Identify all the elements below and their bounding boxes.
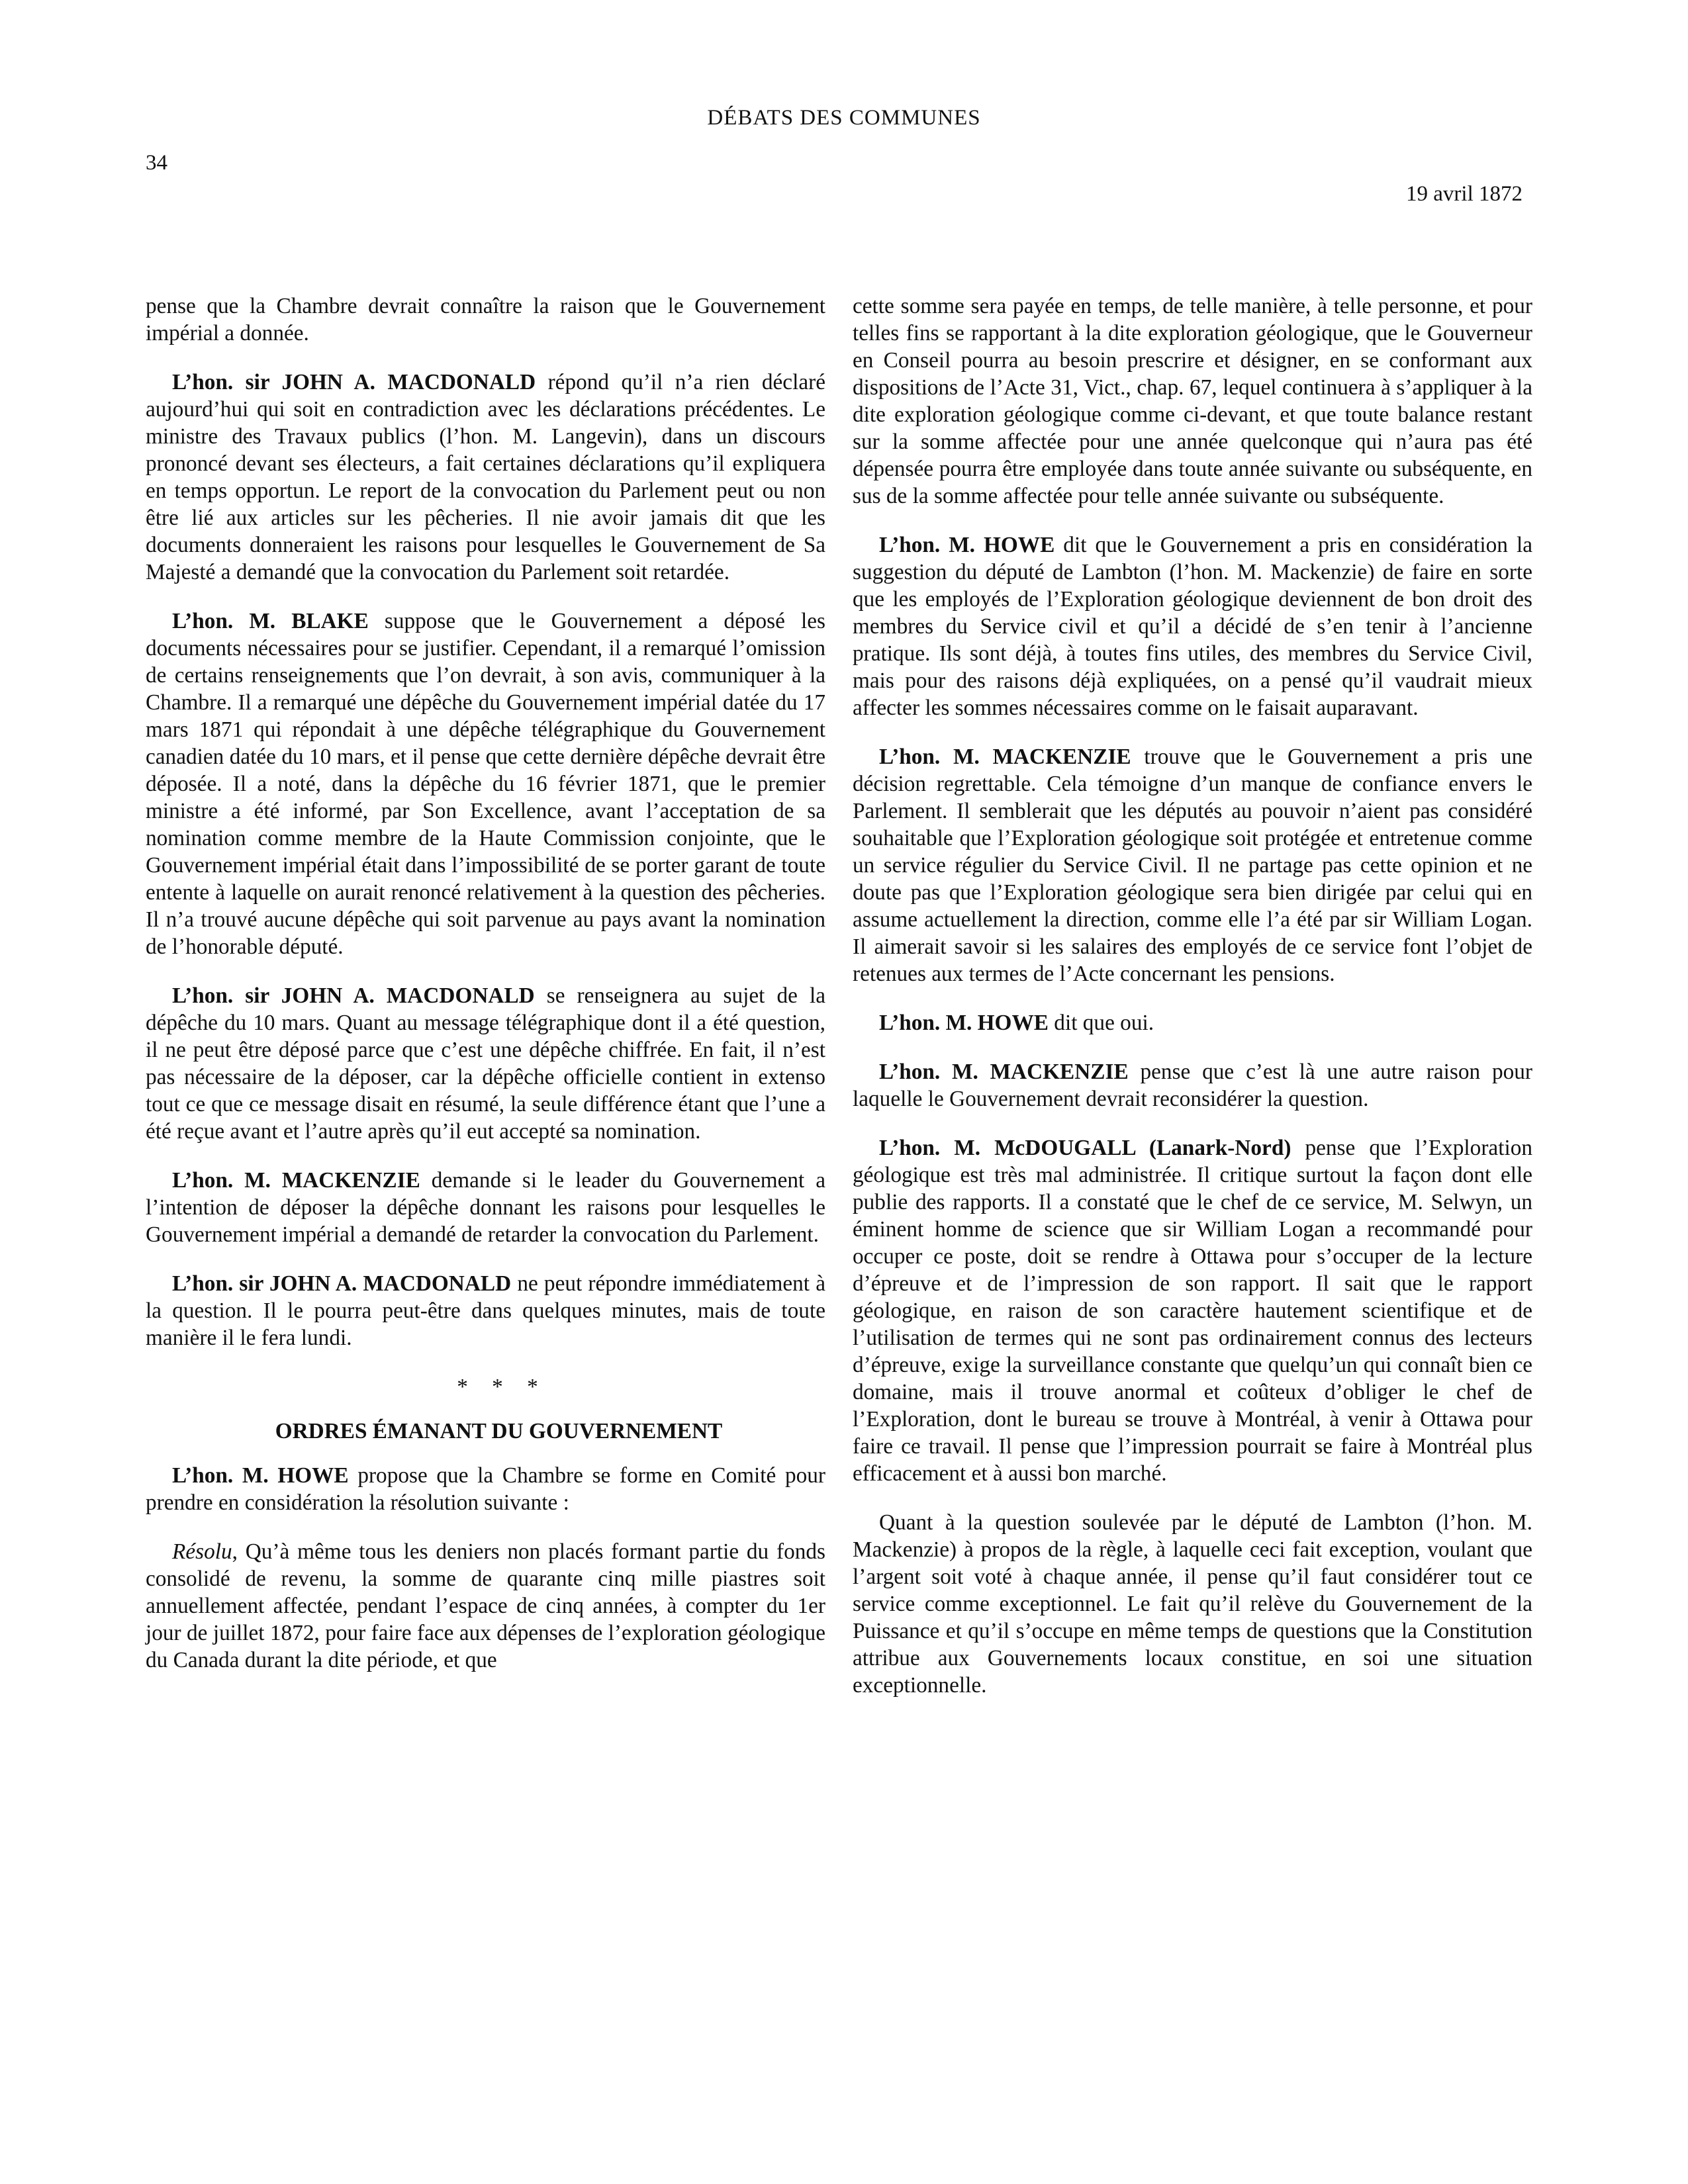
speaker-name: L’hon. M. HOWE bbox=[172, 1463, 349, 1488]
page-header-title: DÉBATS DES COMMUNES bbox=[707, 106, 981, 130]
speech-text: ne peut répondre immédiatement à la question. Il le pourra peut-être dans quelques minutes, mais de toute manière il le fera lundi. bbox=[146, 1271, 825, 1350]
speech-paragraph bbox=[146, 608, 825, 960]
speech-text: pense que l’Exploration géologique est très mal administrée. Il critique surtout la façon dont elle publie des rapports. Il a constaté que le chef de ce service, M. Selwyn, un éminent homme de science que sir William Logan a recommandé pour occuper ce poste, doit se rendre à Ottawa pour s’occuper de la lecture d’épreuve et de l’impression de son rapport. Il sait que le rapport géologique, en raison de son caractère hautement scientifique et de l’utilisation de termes qui ne sont pas ordinairement connus des lecteurs d’épreuve, exige la surveillance constante que quelqu’un qui connaît bien ce domaine, mais il trouve anormal et coûteux d’obliger le chef de l’Exploration, dont le bureau se trouve à Montréal, à venir à Ottawa pour faire ce travail. Il pense que l’impression pourrait se faire à Montréal plus efficacement et à aussi bon marché. bbox=[853, 1136, 1532, 1486]
speaker-name: L’hon. M. BLAKE bbox=[172, 609, 369, 633]
resolution-text: , Qu’à même tous les deniers non placés formant partie du fonds consolidé de revenu, la somme de quarante cinq mille piastres soit annuellement affectée, pendant l’espace de cinq années, à compter du 1er jour de juillet 1872, pour faire face aux dépenses de l’exploration géologique du Canada durant la dite période, et que bbox=[146, 1539, 825, 1672]
speech-text: dit que oui. bbox=[1048, 1011, 1154, 1035]
speech-text: trouve que le Gouvernement a pris une décision regrettable. Cela témoigne d’un manque de confiance envers le Parlement. Il semblerait que les députés au pouvoir n’aient pas considéré souhaitable que l’Exploration géologique soit protégée et entretenue comme un service régulier du Service Civil. Il ne partage pas cette opinion et ne doute pas que l’Exploration géologique sera bien dirigée par celui qui en assume actuellement la direction, comme elle l’a été par sir William Logan. Il aimerait savoir si les salaires des employés de ce service font l’objet de retenues aux termes de l’Acte concernant les pensions. bbox=[853, 745, 1532, 986]
speech-paragraph bbox=[146, 1462, 825, 1516]
page-number: 34 bbox=[146, 151, 167, 175]
speaker-name: L’hon. M. HOWE bbox=[879, 533, 1055, 557]
speaker-name: L’hon. M. MACKENZIE bbox=[879, 1060, 1129, 1084]
speech-text: demande si le leader du Gouvernement a l’intention de déposer la dépêche donnant les raisons pour lesquelles le Gouvernement impérial a demandé de retarder la convocation du Parlement. bbox=[146, 1168, 825, 1247]
resolution-label: Résolu bbox=[172, 1539, 232, 1564]
speech-paragraph bbox=[146, 982, 825, 1145]
speaker-name: L’hon. sir JOHN A. MACDONALD bbox=[172, 1271, 512, 1296]
speech-paragraph bbox=[146, 1167, 825, 1248]
paragraph: pense que la Chambre devrait connaître la raison que le Gouvernement impérial a donnée. bbox=[146, 294, 825, 345]
speech-text: se renseignera au sujet de la dépêche du 10 mars. Quant au message télégraphique dont il a été question, il ne peut être déposé parce que c’est une dépêche chiffrée. En fait, il n’est pas nécessaire de la déposer, car la dépêche officielle contient in extenso tout ce que ce message disait en résumé, la seule différence étant que l’une a été reçue avant et l’autre après qu’il eut accepté sa nomination. bbox=[146, 983, 825, 1144]
speech-paragraph bbox=[853, 531, 1532, 721]
speech-text: dit que le Gouvernement a pris en considération la suggestion du député de Lambton (l’hon. M. Mackenzie) de faire en sorte que les employés de l’Exploration géologique deviennent de bon droit des membres du Service civil et qu’il a décidé de s’en tenir à l’ancienne pratique. Ils sont déjà, à toutes fins utiles, des membres du Service Civil, mais pour des raisons déjà expliquées, on a pensé qu’il vaudrait mieux affecter les sommes nécessaires comme on le faisait auparavant. bbox=[853, 533, 1532, 720]
paragraph: Quant à la question soulevée par le député de Lambton (l’hon. M. Mackenzie) à propos de la règle, à laquelle ceci fait exception, voulant que l’argent soit voté à chaque année, il pense qu’il faut considérer tout ce service comme exceptionnel. Le fait qu’il relève du Gouvernement de la Puissance et qu’il s’occupe en même temps de questions que la Constitution attribue aux Gouvernements locaux constitue, en soi une situation exceptionnelle. bbox=[853, 1510, 1532, 1698]
speech-text: suppose que le Gouvernement a déposé les documents nécessaires pour se justifier. Cependant, il a remarqué l’omission de certains renseignements que l’on devrait, à son avis, communiquer à la Chambre. Il a remarqué une dépêche du Gouvernement impérial datée du 17 mars 1871 qui répondait à une dépêche télégraphique du Gouvernement canadien datée du 10 mars, et il pense que cette dernière dépêche devrait être déposée. Il a noté, dans la dépêche du 16 février 1871, que le premier ministre a été informé, par Son Excellence, avant l’acceptation de sa nomination comme membre de la Haute Commission conjointe, que le Gouvernement impérial était dans l’impossibilité de se porter garant de toute entente à laquelle on aurait renoncé relativement à la question des pêcheries. Il n’a trouvé aucune dépêche qui soit parvenue au pays avant la nomination de l’honorable député. bbox=[146, 609, 825, 959]
speech-paragraph bbox=[853, 743, 1532, 987]
speech-paragraph bbox=[853, 1009, 1532, 1036]
speech-text: pense que c’est là une autre raison pour laquelle le Gouvernement devrait reconsidérer la question. bbox=[853, 1060, 1532, 1111]
section-heading: ORDRES ÉMANANT DU GOUVERNEMENT bbox=[275, 1419, 723, 1443]
speaker-name: L’hon. sir JOHN A. MACDONALD bbox=[172, 983, 535, 1008]
speaker-name: L’hon. M. McDOUGALL (Lanark-Nord) bbox=[879, 1136, 1291, 1160]
speech-paragraph bbox=[146, 369, 825, 586]
page-date: 19 avril 1872 bbox=[1406, 182, 1523, 206]
section-separator: * * * bbox=[457, 1375, 547, 1399]
speaker-name: L’hon. M. HOWE bbox=[879, 1011, 1049, 1035]
speaker-name: L’hon. sir JOHN A. MACDONALD bbox=[172, 370, 536, 394]
speech-text: répond qu’il n’a rien déclaré aujourd’hui qui soit en contradiction avec les déclarations précédentes. Le ministre des Travaux publics (l’hon. M. Langevin), dans un discours prononcé devant ses électeurs, a fait certaines déclarations qu’il expliquera en temps opportun. Le report de la convocation du Parlement peut ou non être lié aux articles sur les pêcheries. Il nie avoir jamais dit que les documents donneraient les raisons pour lesquelles le Gouvernement de Sa Majesté a demandé que la convocation du Parlement soit retardée. bbox=[146, 370, 825, 584]
resolution-continuation: cette somme sera payée en temps, de telle manière, à telle personne, et pour telles fins se rapportant à la dite exploration géologique, que le Gouverneur en Conseil pourra au besoin prescrire et désigner, en se conformant aux dispositions de l’Acte 31, Vict., chap. 67, lequel continuera à s’appliquer à la dite exploration géologique comme ci-devant, et que toute balance restant sur la somme affectée pour une année quelconque qui n’aura pas été dépensée pourra être employée dans toute année suivante ou subséquente, en sus de la somme affectée pour telle année suivante ou subséquente. bbox=[853, 294, 1532, 508]
speech-text: propose que la Chambre se forme en Comité pour prendre en considération la résolution suivante : bbox=[146, 1463, 825, 1515]
speech-paragraph bbox=[853, 1058, 1532, 1113]
speaker-name: L’hon. M. MACKENZIE bbox=[879, 745, 1131, 769]
resolution-paragraph bbox=[146, 1538, 825, 1674]
right-column bbox=[853, 293, 1532, 1721]
speech-paragraph bbox=[853, 1134, 1532, 1487]
left-column bbox=[146, 293, 825, 1696]
speaker-name: L’hon. M. MACKENZIE bbox=[172, 1168, 420, 1193]
speech-paragraph bbox=[146, 1270, 825, 1351]
